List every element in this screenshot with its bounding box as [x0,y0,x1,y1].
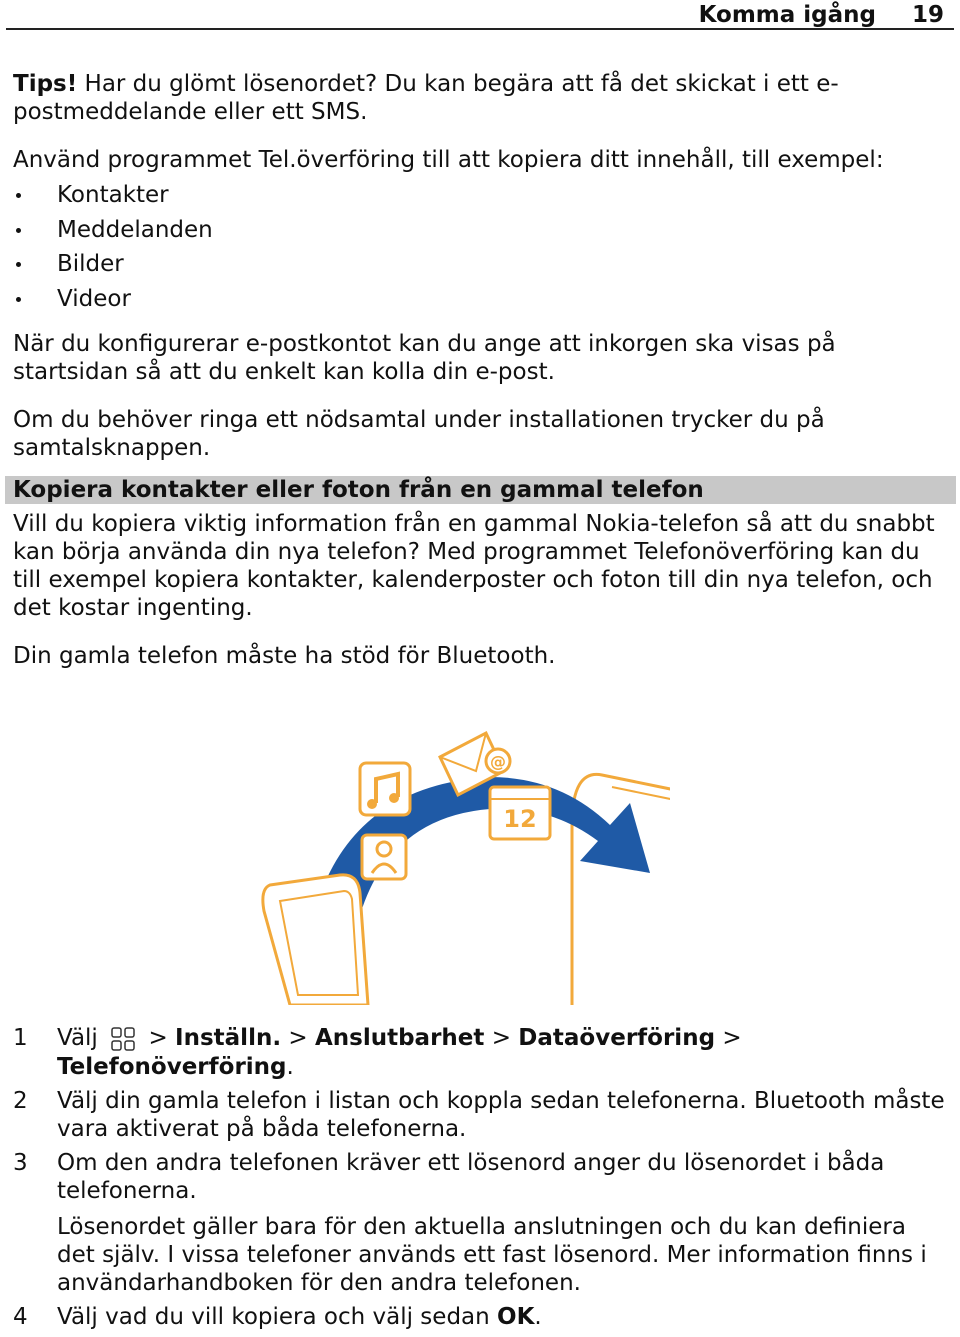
menu-path-phone-switch: Telefonöverföring [57,1053,287,1080]
section-heading: Kopiera kontakter eller foton från en gammal telefon [5,476,956,504]
email-paragraph: När du konfigurerar e-postkontot kan du ange att inkorgen ska visas på startsidan så att du enkelt kan kolla din e-post. [13,331,836,385]
section-title: Komma igång [698,2,876,28]
copy-paragraph: Vill du kopiera viktig information från en gammal Nokia-telefon så att du snabbt kan börja använda din nya telefon? Med programmet Telefonöverföring kan du till exempel kopiera kontakter, kalenderposter och foton till din nya telefon, och det kostar ingenting. [13,511,935,621]
step-4 [13,1303,948,1331]
calendar-day: 12 [503,805,537,833]
steps-list [13,1024,948,1337]
path-separator: > [281,1025,315,1051]
step-3 [13,1149,948,1297]
step-text: Välj din gamla telefon i listan och koppla sedan telefonerna. Bluetooth måste vara aktiverat på båda telefonerna. [57,1087,945,1142]
step-text: Om den andra telefonen kräver ett lösenord anger du lösenordet i båda telefonerna. [57,1149,885,1204]
step-end: . [286,1053,294,1080]
ok-label: OK [497,1303,535,1330]
bluetooth-paragraph: Din gamla telefon måste ha stöd för Bluetooth. [13,643,556,669]
step-number: 1 [13,1025,28,1051]
svg-text:@: @ [490,752,506,771]
step-end: . [534,1303,542,1330]
menu-path-connectivity: Anslutbarhet [314,1025,485,1051]
step-text: Välj [57,1025,98,1051]
calendar-icon [490,787,550,839]
step-1 [13,1024,948,1081]
menu-path-data-transfer: Dataöverföring [518,1025,716,1051]
menu-path-settings: Inställn. [175,1025,282,1051]
contact-icon [362,835,406,879]
examples-list [13,178,948,316]
main-content [13,70,948,670]
step-2 [13,1087,948,1143]
list-item: Videor [13,282,948,317]
emergency-paragraph: Om du behöver ringa ett nödsamtal under installationen trycker du på samtalsknappen. [13,407,825,461]
list-item: Bilder [13,247,948,282]
page-number: 19 [911,2,944,28]
path-separator: > [484,1025,519,1051]
step-number: 4 [13,1303,28,1330]
music-icon [360,763,410,815]
page-header [6,0,954,30]
step-number: 3 [13,1149,28,1176]
transfer-graphic [250,725,670,1005]
old-phone-icon [263,875,368,1005]
tip-paragraph [13,70,948,126]
path-separator: > [141,1025,176,1051]
apps-grid-icon [109,1025,137,1053]
list-item: Meddelanden [13,213,948,248]
step-text: Välj vad du vill kopiera och välj sedan [57,1303,498,1330]
step-number: 2 [13,1087,28,1114]
tip-text: Har du glömt lösenordet? Du kan begära att få det skickat i ett e-postmeddelande eller ett SMS. [13,71,839,125]
path-separator: > [715,1025,742,1051]
step-note: Lösenordet gäller bara för den aktuella anslutningen och du kan definiera det själv. I vissa telefoner används ett fast lösenord. Mer information finns i användarhandboken för den andra telefonen. [57,1213,927,1296]
tip-label: Tips! [13,71,78,97]
intro-paragraph: Använd programmet Tel.överföring till att kopiera ditt innehåll, till exempel: [13,147,884,173]
list-item: Kontakter [13,178,948,213]
phone-transfer-illustration [250,725,670,1005]
